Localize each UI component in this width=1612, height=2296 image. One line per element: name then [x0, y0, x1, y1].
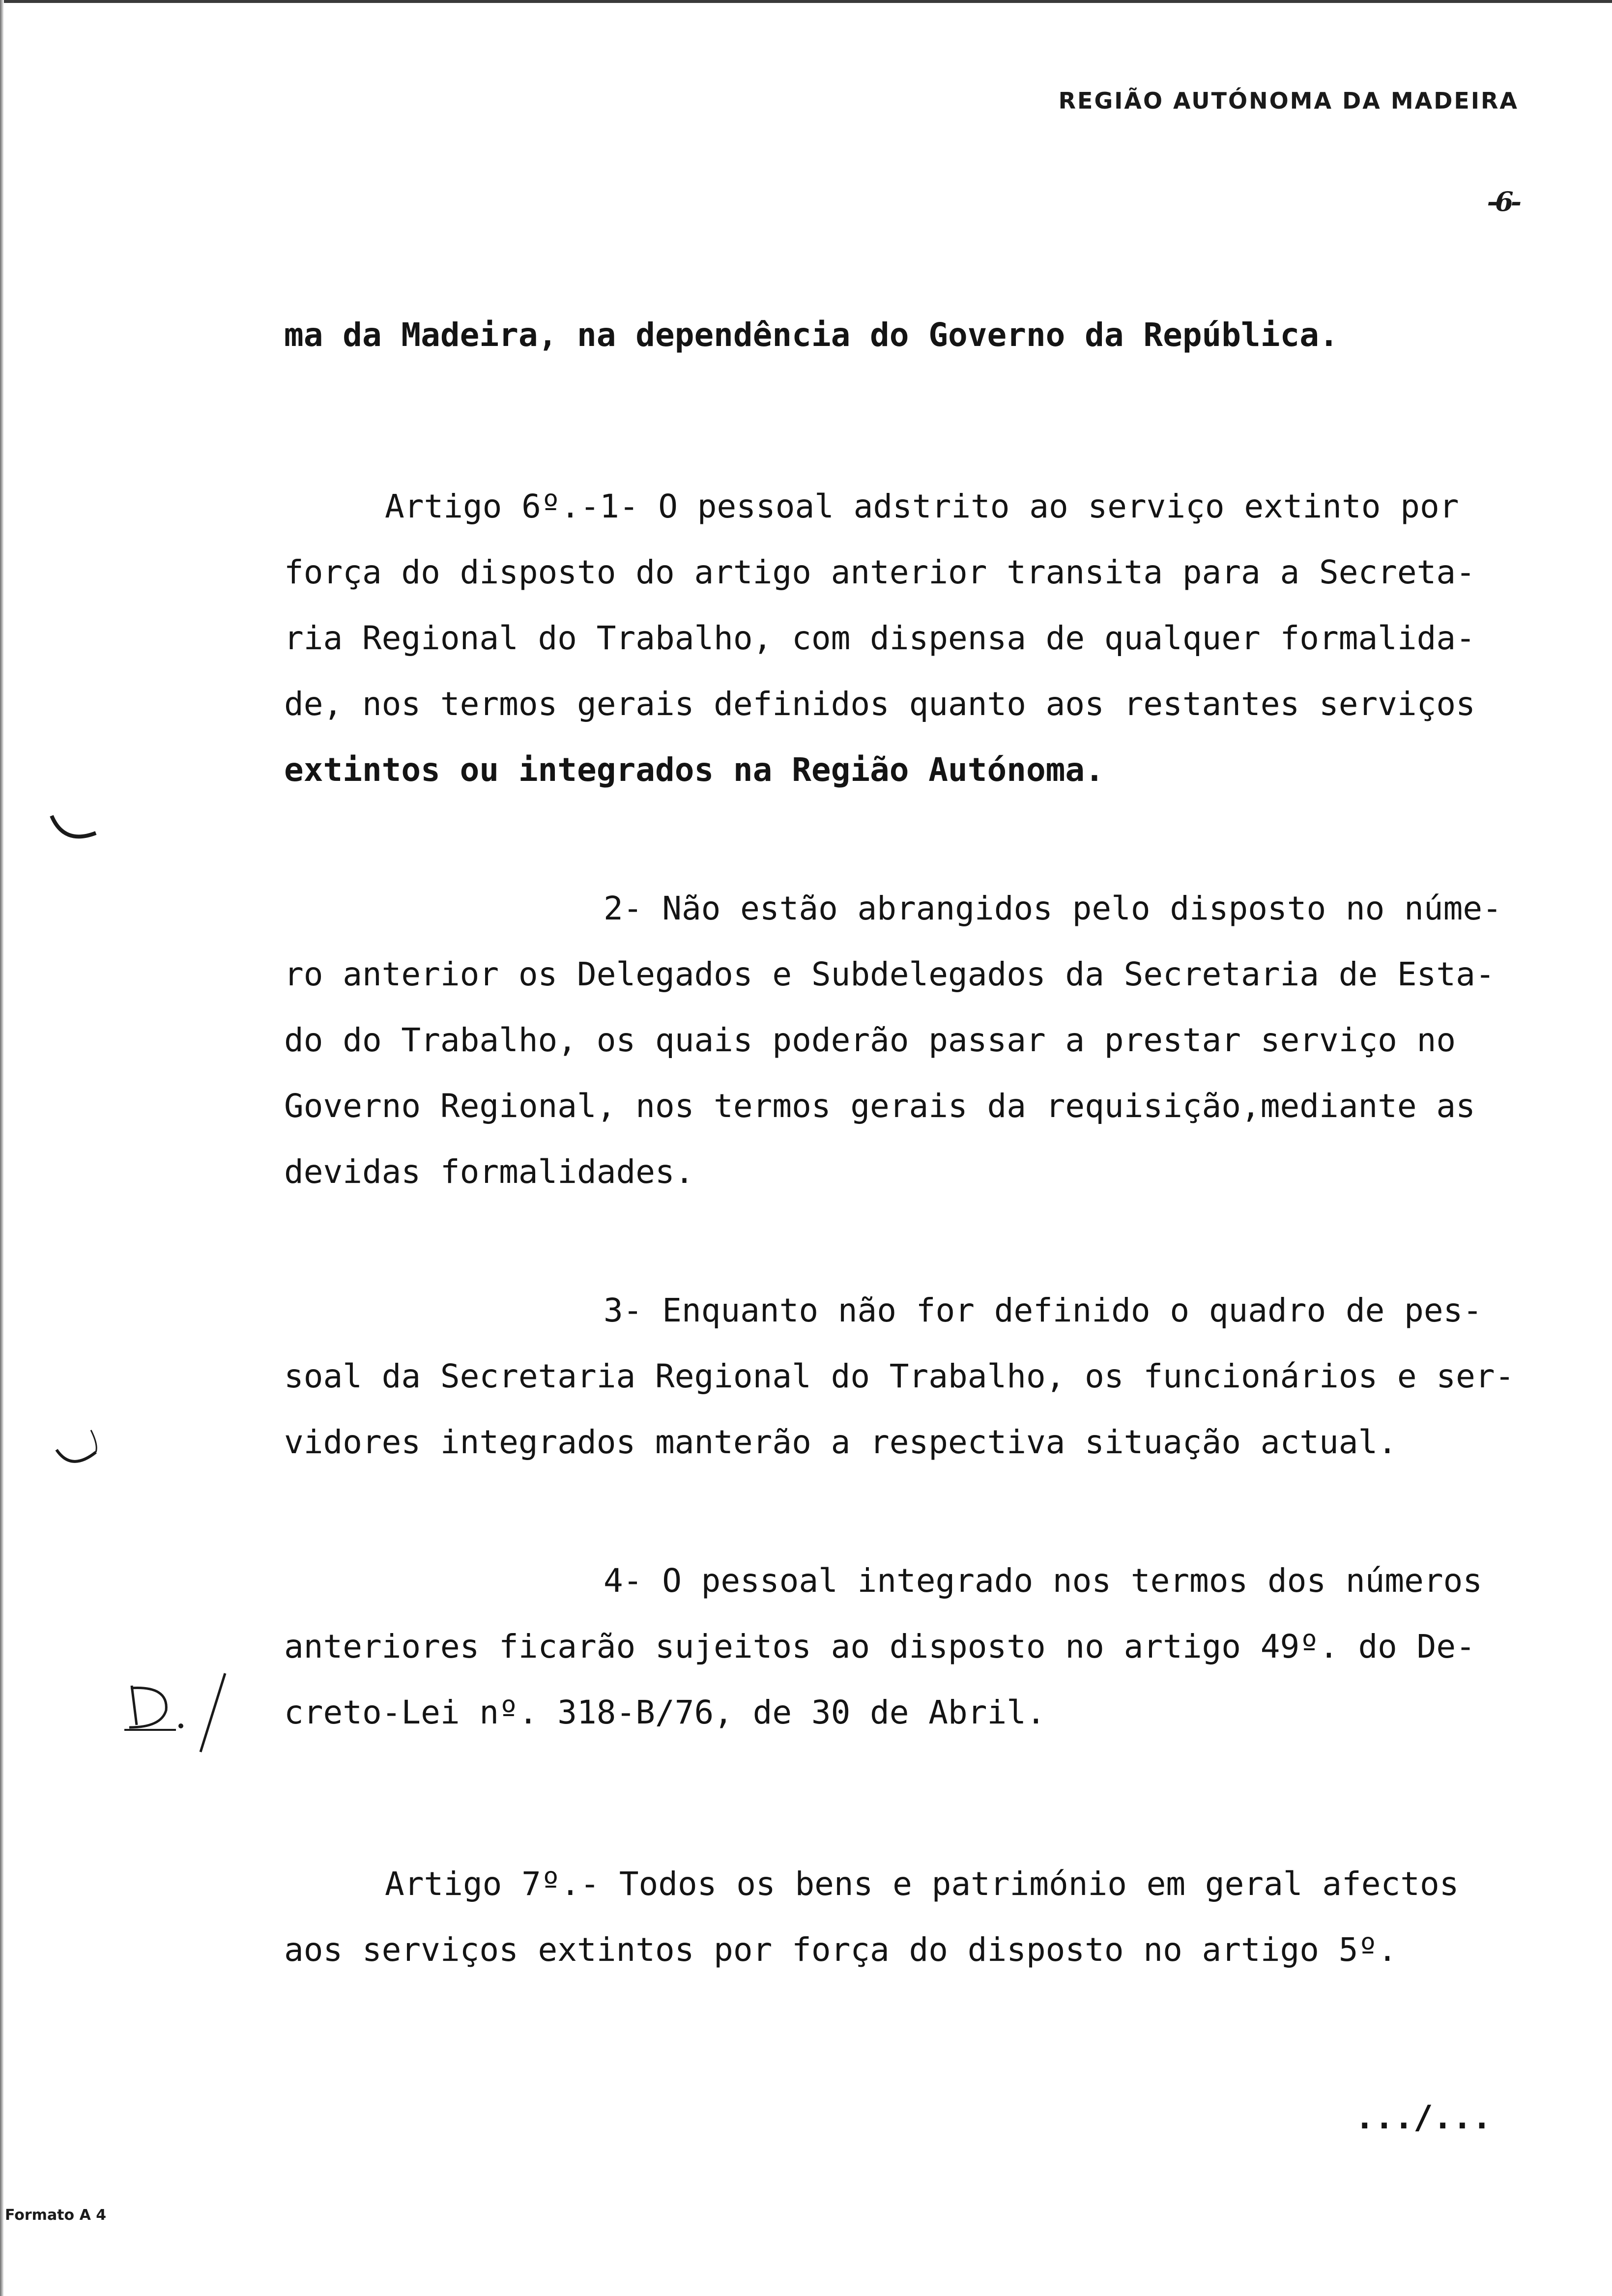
page-number: -6-: [1487, 186, 1519, 217]
text-line: devidas formalidades.: [284, 1153, 694, 1191]
text-line: ro anterior os Delegados e Subdelegados da Secretaria de Esta-: [284, 955, 1495, 993]
handwritten-margin-note: [122, 1666, 240, 1754]
text-line: aos serviços extintos por força do disposto no artigo 5º.: [284, 1931, 1397, 1969]
article-6-heading-line: Artigo 6º.-1- O pessoal adstrito ao serviço extinto por: [385, 488, 1459, 525]
institution-header: REGIÃO AUTÓNOMA DA MADEIRA: [1058, 87, 1519, 114]
punch-hole-mark: [47, 806, 101, 860]
continuation-marker: .../...: [1354, 2098, 1492, 2136]
scan-left-edge: [0, 0, 4, 2296]
text-line: força do disposto do artigo anterior transita para a Secreta-: [284, 553, 1475, 591]
text-line: vidores integrados manterão a respectiva situação actual.: [284, 1423, 1397, 1461]
text-line: do do Trabalho, os quais poderão passar a prestar serviço no: [284, 1021, 1456, 1059]
paragraph-4-first-line: 4- O pessoal integrado nos termos dos números: [604, 1562, 1483, 1600]
text-line: anteriores ficarão sujeitos ao disposto no artigo 49º. do De-: [284, 1628, 1475, 1665]
text-line: ria Regional do Trabalho, com dispensa de qualquer formalida-: [284, 619, 1475, 657]
text-line: de, nos termos gerais definidos quanto aos restantes serviços: [284, 685, 1475, 723]
text-line: creto-Lei nº. 318-B/76, de 30 de Abril.: [284, 1693, 1046, 1731]
text-line: soal da Secretaria Regional do Trabalho, os funcionários e ser-: [284, 1357, 1515, 1395]
text-line: Governo Regional, nos termos gerais da requisição,mediante as: [284, 1087, 1475, 1125]
paper-format-label: Formato A 4: [5, 2207, 107, 2224]
document-body: [284, 302, 1542, 1983]
paragraph-2-first-line: 2- Não estão abrangidos pelo disposto no núme-: [604, 890, 1502, 927]
scan-top-border: [0, 0, 1612, 3]
punch-hole-mark: [47, 1425, 101, 1479]
text-line: extintos ou integrados na Região Autónoma.: [284, 751, 1104, 789]
article-7-heading-line: Artigo 7º.- Todos os bens e património em geral afectos: [385, 1865, 1459, 1903]
text-line: ma da Madeira, na dependência do Governo da República.: [284, 316, 1339, 354]
paragraph-3-first-line: 3- Enquanto não for definido o quadro de pes-: [604, 1292, 1483, 1329]
